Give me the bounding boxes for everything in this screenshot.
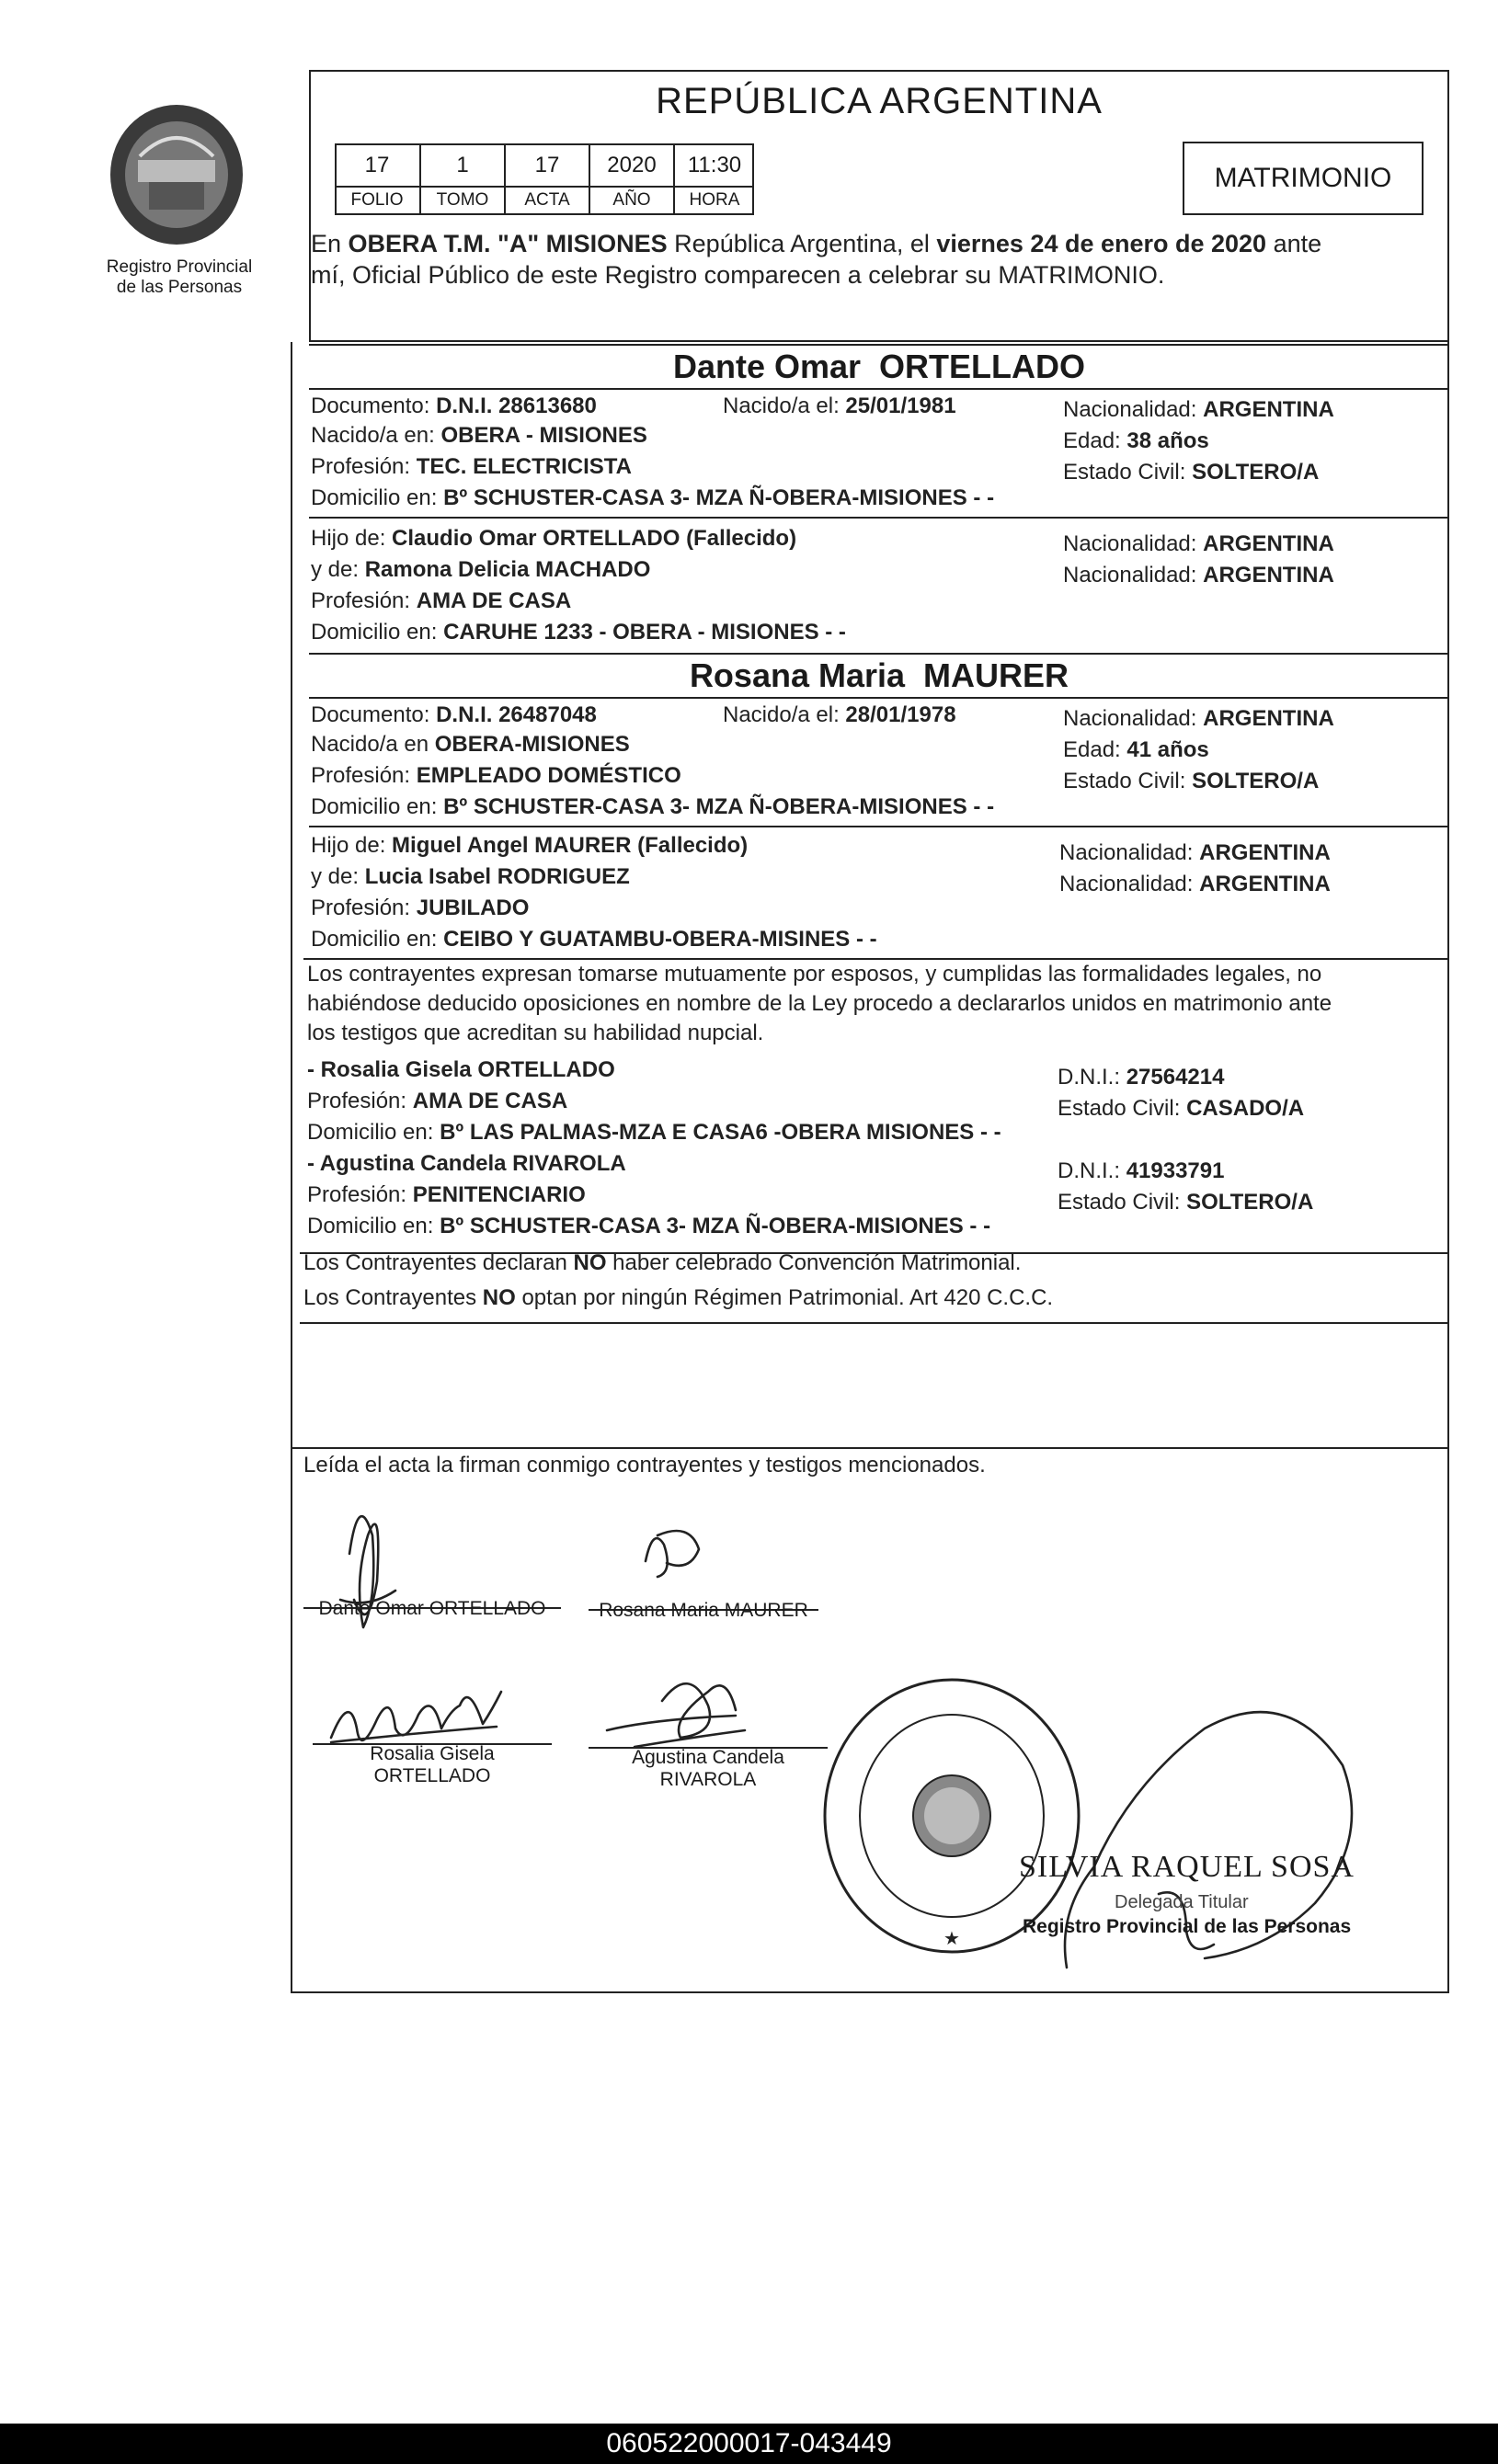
value: D.N.I. 28613680: [436, 394, 597, 418]
value: AMA DE CASA: [416, 588, 572, 613]
value: 41933791: [1126, 1158, 1225, 1183]
signatures-intro: Leída el acta la firman conmigo contrayentes y testigos mencionados.: [303, 1453, 986, 1477]
spouse2-mother-nationality: [1059, 872, 1331, 897]
dashes: - -: [973, 794, 995, 819]
label: Hijo de:: [311, 526, 386, 551]
spouse2-domicile: [311, 794, 994, 820]
label: Hijo de:: [311, 833, 386, 858]
spouse1-father: [311, 526, 796, 552]
value: Bº SCHUSTER-CASA 3- MZA Ñ-OBERA-MISIONES: [443, 485, 967, 510]
label: Estado Civil:: [1058, 1190, 1181, 1215]
spouse2-name: [309, 656, 1449, 695]
registry-tomo-value: 1: [419, 143, 504, 188]
spouse1-surname: ORTELLADO: [879, 348, 1086, 385]
registry-tomo-label: TOMO: [419, 186, 504, 215]
witness1-dni: [1058, 1065, 1224, 1090]
label: Nacido/a el:: [723, 702, 840, 727]
intro-text-b: República Argentina, el: [667, 230, 937, 257]
value: ARGENTINA: [1203, 397, 1334, 422]
intro-text-c: ante: [1266, 230, 1322, 257]
value: PENITENCIARIO: [412, 1182, 586, 1207]
value: Claudio Omar ORTELLADO (Fallecido): [392, 526, 797, 551]
label: y de:: [311, 864, 360, 889]
registry-logo: [103, 101, 250, 248]
value: ARGENTINA: [1199, 840, 1331, 865]
value: ARGENTINA: [1203, 563, 1334, 587]
registry-año-label: AÑO: [589, 186, 673, 215]
value: 25/01/1981: [845, 394, 956, 418]
label: Domicilio en:: [311, 794, 438, 819]
value: Bº SCHUSTER-CASA 3- MZA Ñ-OBERA-MISIONES: [443, 794, 967, 819]
label: D.N.I.:: [1058, 1158, 1121, 1183]
text: haber celebrado Convención Matrimonial.: [606, 1250, 1022, 1275]
emphasis: NO: [573, 1250, 607, 1275]
line1: Agustina Candela: [632, 1747, 784, 1768]
value: OBERA-MISIONES: [434, 732, 630, 757]
label: Estado Civil:: [1058, 1096, 1181, 1121]
registry-folio-label: FOLIO: [350, 190, 404, 210]
label: Profesión:: [307, 1089, 407, 1113]
label: Edad:: [1063, 737, 1121, 762]
label: Domicilio en:: [311, 620, 438, 645]
witness1-name: [307, 1057, 615, 1083]
value: 28/01/1978: [845, 702, 956, 727]
label: Nacionalidad:: [1059, 840, 1194, 865]
spouse2-documento: [311, 702, 597, 728]
witness1-civil-status: [1058, 1096, 1304, 1122]
spouse1-birthdate: [723, 394, 956, 419]
value: D.N.I. 26487048: [436, 702, 597, 727]
value: ARGENTINA: [1199, 872, 1331, 896]
label: y de:: [311, 557, 360, 582]
spouse1-father-nationality: [1063, 531, 1334, 557]
registry-table: [335, 143, 754, 215]
regime-note: [303, 1285, 1053, 1311]
label: Profesión:: [311, 454, 411, 479]
line2: ORTELLADO: [373, 1765, 491, 1786]
text: Los Contrayentes: [303, 1285, 483, 1310]
spouse1-mother-profession: [311, 588, 571, 614]
value: - Rosalia Gisela ORTELLADO: [307, 1057, 615, 1082]
label: D.N.I.:: [1058, 1065, 1121, 1089]
intro-date: viernes 24 de enero de 2020: [936, 230, 1267, 257]
value: CEIBO Y GUATAMBU-OBERA-MISINES - -: [443, 927, 877, 952]
province-seal-icon: [103, 101, 250, 248]
spouse2-parents-domicile: [311, 927, 877, 953]
value: TEC. ELECTRICISTA: [416, 454, 632, 479]
label: Nacionalidad:: [1059, 872, 1194, 896]
signature-spouse2: Rosana Maria MAURER: [599, 1600, 808, 1621]
witness2-domicile: [307, 1214, 990, 1239]
value: 27564214: [1126, 1065, 1225, 1089]
value: AMA DE CASA: [412, 1089, 568, 1113]
label: Estado Civil:: [1063, 769, 1186, 793]
value: Bº SCHUSTER-CASA 3- MZA Ñ-OBERA-MISIONES: [440, 1214, 964, 1238]
act-type-box: [1183, 142, 1424, 215]
witness2-dni: [1058, 1158, 1224, 1184]
label: Documento:: [311, 702, 430, 727]
signature-spouse1: Dante Omar ORTELLADO: [318, 1598, 546, 1619]
value: CARUHE 1233 - OBERA - MISIONES - -: [443, 620, 846, 645]
label: Nacionalidad:: [1063, 397, 1197, 422]
spouse2-birthplace: [311, 732, 630, 758]
official-name: SILVIA RAQUEL SOSA: [1019, 1850, 1355, 1884]
signature-witness1: [313, 1743, 552, 1787]
label: Nacionalidad:: [1063, 531, 1197, 556]
spouse1-first-names: Dante Omar: [672, 348, 862, 385]
value: 41 años: [1126, 737, 1209, 762]
spouse2-first-names: Rosana Maria: [689, 656, 906, 694]
svg-text:★: ★: [943, 1929, 960, 1949]
label: Nacionalidad:: [1063, 706, 1197, 731]
signature-witness2: [589, 1747, 828, 1791]
official-org: Registro Provincial de las Personas: [1023, 1916, 1352, 1937]
logo-caption-line2: de las Personas: [116, 278, 243, 297]
line1: Rosalia Gisela: [370, 1743, 495, 1764]
spouse2-mother: [311, 864, 630, 890]
label: Estado Civil:: [1063, 460, 1186, 485]
spouse1-nationality: [1063, 397, 1334, 423]
witness2-name: [307, 1151, 626, 1177]
line2: RIVAROLA: [659, 1769, 757, 1790]
value: - Agustina Candela RIVAROLA: [307, 1151, 626, 1176]
intro-line2: mí, Oficial Público de este Registro comparecen a celebrar su MATRIMONIO.: [311, 261, 1165, 289]
official-role: Delegada Titular: [1115, 1892, 1249, 1912]
label: Nacido/a en: [311, 732, 429, 757]
registry-folio-value: 17: [364, 153, 390, 177]
label: Domicilio en:: [311, 927, 438, 952]
label: Nacionalidad:: [1063, 563, 1197, 587]
value: Lucia Isabel RODRIGUEZ: [364, 864, 630, 889]
witness1-domicile: [307, 1120, 1001, 1146]
dashes: - -: [973, 485, 995, 510]
registry-hora-label: HORA: [673, 186, 754, 215]
spouse1-profession: [311, 454, 632, 480]
witness1-profession: [307, 1089, 567, 1114]
label: Profesión:: [311, 588, 411, 613]
spouse2-civil-status: [1063, 769, 1319, 794]
label: Nacido/a en:: [311, 423, 435, 448]
registry-acta-label: ACTA: [504, 186, 589, 215]
value: SOLTERO/A: [1186, 1190, 1314, 1215]
spouse2-mother-profession: [311, 895, 529, 921]
witness2-civil-status: [1058, 1190, 1313, 1215]
logo-caption-line1: Registro Provincial: [106, 257, 253, 277]
value: JUBILADO: [416, 895, 530, 920]
registry-año-value: 2020: [589, 143, 673, 188]
spouse1-parents-domicile: [311, 620, 846, 645]
spouse1-mother-nationality: [1063, 563, 1334, 588]
dashes: - -: [969, 1214, 991, 1238]
spouse2-age: [1063, 737, 1209, 763]
value: ARGENTINA: [1203, 706, 1334, 731]
value: SOLTERO/A: [1192, 769, 1320, 793]
value: Ramona Delicia MACHADO: [364, 557, 651, 582]
spouse1-domicile: [311, 485, 994, 511]
value: Miguel Angel MAURER (Fallecido): [392, 833, 749, 858]
page-title: REPÚBLICA ARGENTINA: [656, 81, 1103, 121]
footer-bar: [0, 2424, 1498, 2464]
label: Domicilio en:: [307, 1120, 434, 1145]
intro-text-a: En: [311, 230, 349, 257]
emphasis: NO: [482, 1285, 516, 1310]
label: Profesión:: [311, 895, 411, 920]
value: ARGENTINA: [1203, 531, 1334, 556]
spouse2-father-nationality: [1059, 840, 1331, 866]
text: optan por ningún Régimen Patrimonial. Art 420 C.C.C.: [515, 1285, 1054, 1310]
act-type: MATRIMONIO: [1214, 163, 1392, 193]
spouse1-age: [1063, 428, 1209, 454]
witness2-profession: [307, 1182, 586, 1208]
spouse1-civil-status: [1063, 460, 1319, 485]
declaration-line2: habiéndose deducido oposiciones en nombre de la Ley procedo a declararlos unidos en matrimonio ante: [307, 991, 1332, 1016]
spouse2-surname: MAURER: [923, 656, 1069, 694]
intro-line1: [311, 230, 1321, 258]
label: Profesión:: [307, 1182, 407, 1207]
value: OBERA - MISIONES: [440, 423, 647, 448]
spouse2-nationality: [1063, 706, 1334, 732]
value: CASADO/A: [1186, 1096, 1305, 1121]
label: Profesión:: [311, 763, 411, 788]
value: Bº LAS PALMAS-MZA E CASA6 -OBERA MISIONES: [440, 1120, 975, 1145]
label: Edad:: [1063, 428, 1121, 453]
intro-place: OBERA T.M. "A" MISIONES: [348, 230, 668, 257]
label: Nacido/a el:: [723, 394, 840, 418]
declaration-line1: Los contrayentes expresan tomarse mutuamente por esposos, y cumplidas las formalidades legales, no: [307, 962, 1322, 987]
value: EMPLEADO DOMÉSTICO: [416, 763, 681, 788]
registry-acta-value: 17: [504, 143, 589, 188]
barcode-text: 060522000017-043449: [606, 2428, 892, 2458]
text: Los Contrayentes declaran: [303, 1250, 574, 1275]
spouse1-documento: [311, 394, 597, 419]
declaration-line3: los testigos que acreditan su habilidad nupcial.: [307, 1021, 764, 1045]
spouse2-profession: [311, 763, 681, 789]
dashes: - -: [979, 1120, 1001, 1145]
spouse2-father: [311, 833, 748, 859]
value: 38 años: [1126, 428, 1209, 453]
spouse2-birthdate: [723, 702, 956, 728]
convention-note: [303, 1250, 1021, 1276]
value: SOLTERO/A: [1192, 460, 1320, 485]
label: Domicilio en:: [311, 485, 438, 510]
registry-hora-value: 11:30: [673, 143, 754, 188]
label: Documento:: [311, 394, 430, 418]
label: Domicilio en:: [307, 1214, 434, 1238]
spouse1-name: [309, 348, 1449, 386]
spouse1-birthplace: [311, 423, 647, 449]
spouse1-mother: [311, 557, 650, 583]
